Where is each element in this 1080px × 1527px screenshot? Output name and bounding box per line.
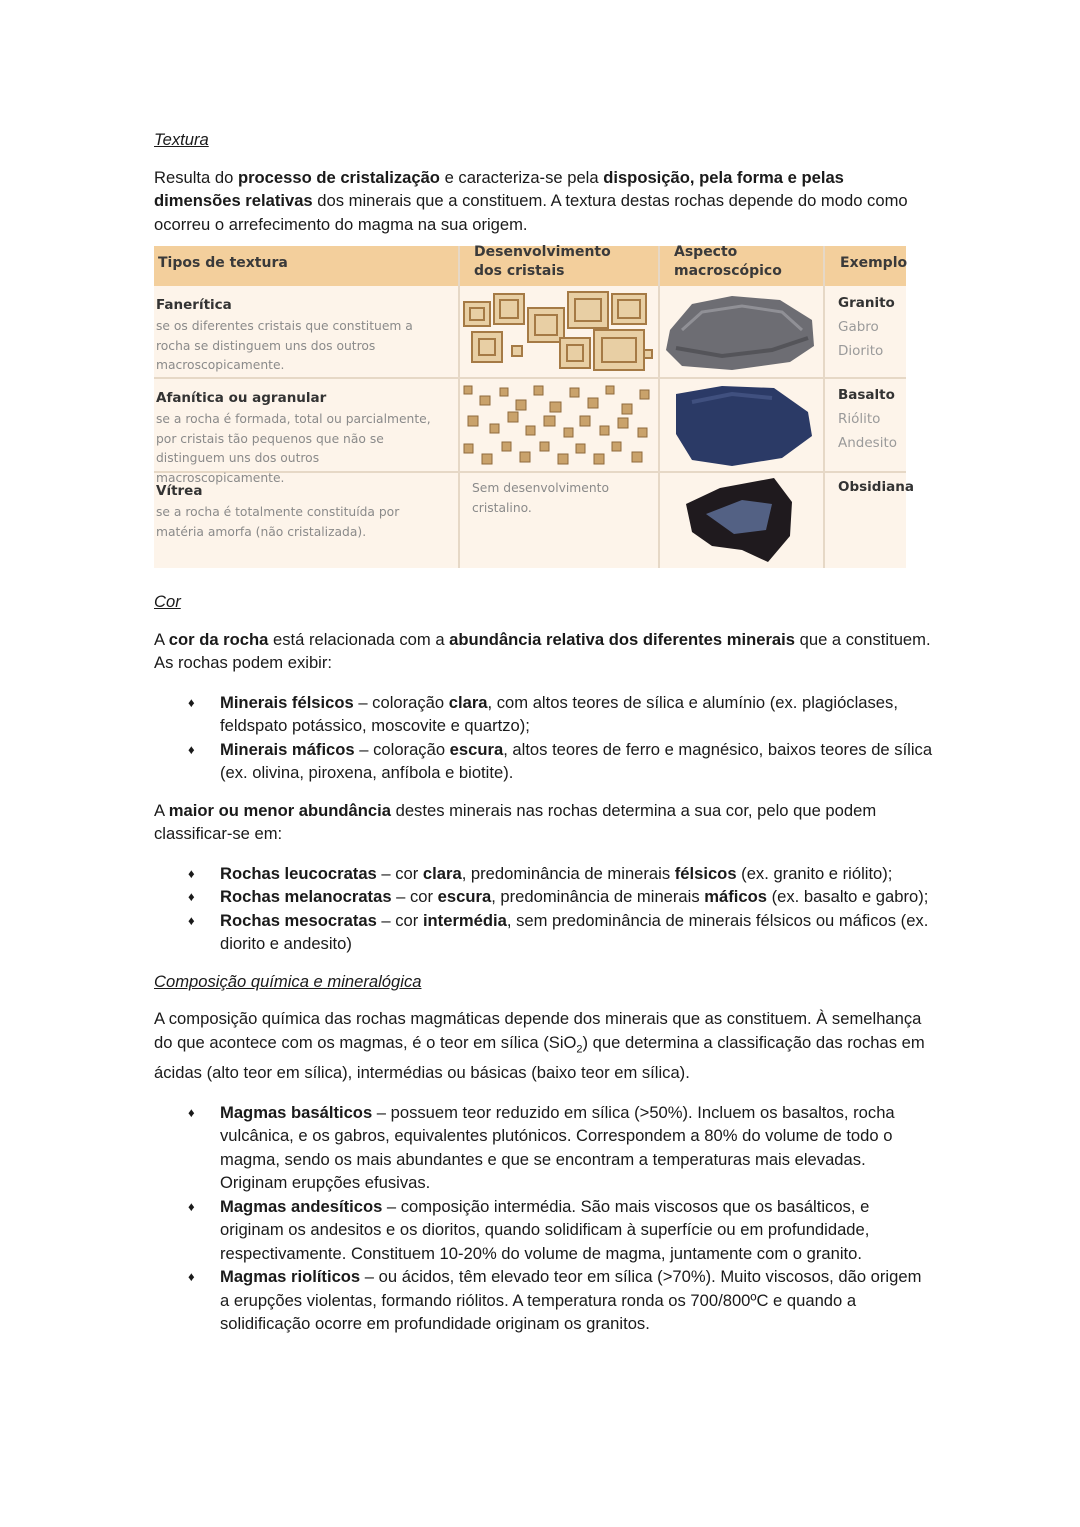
list-item: ♦ Rochas mesocratas – cor intermédia, sem predominância de minerais félsicos ou máficos (ex. diorito e andesito)	[188, 910, 929, 953]
phaneritic-crystals-illustration	[460, 290, 656, 374]
bullet-diamond-icon: ♦	[188, 741, 195, 757]
list-item: ♦ Magmas riolíticos – ou ácidos, têm elevado teor em sílica (>70%). Muito viscosos, dão origem a erupções violentas, formando riólitos. A temperatura ronda os 700/800ºC e quando a solidificação ocorre em profundidade originam os granitos.	[188, 1267, 922, 1334]
section-heading-textura: Textura	[154, 130, 209, 149]
bullet-diamond-icon: ♦	[188, 1198, 195, 1214]
basalt-rock-image	[662, 382, 820, 468]
document-page	[154, 128, 934, 1336]
list-item: ♦ Minerais félsicos – coloração clara, com altos teores de sílica e alumínio (ex. plagióclases, feldspato potássico, moscovite e quartzo);	[188, 692, 898, 735]
magma-list	[154, 1101, 934, 1336]
row-vitrea-examples: Obsidiana	[838, 479, 914, 495]
row-vitrea-type: Vítrea	[156, 483, 203, 499]
minerals-list	[154, 691, 934, 785]
row-afanitica-desc: se a rocha é formada, total ou parcialmente, por cristais tão pequenos que não se distinguem uns dos outros macroscopicamente.	[156, 412, 431, 485]
bullet-diamond-icon: ♦	[188, 1269, 195, 1285]
header-tipos: Tipos de textura	[158, 255, 288, 271]
section-heading-cor: Cor	[154, 592, 181, 611]
row-afanitica-examples: Basalto Riólito Andesito	[838, 387, 898, 451]
header-aspecto: Aspecto macroscópico	[674, 244, 782, 279]
cor-middle: A maior ou menor abundância destes minerais nas rochas determina a sua cor, pelo que podem classificar-se em:	[154, 800, 877, 843]
list-item: ♦ Magmas basálticos – possuem teor reduzido em sílica (>50%). Incluem os basaltos, rocha vulcânica, e os gabros, equivalentes plutónicos. Correspondem a 80% do volume de todo o magma, sendo os mais abundantes e que se encontram a temperaturas mais elevadas. Originam erupções efusivas.	[188, 1102, 895, 1193]
bullet-diamond-icon: ♦	[188, 865, 195, 881]
obsidian-rock-image	[662, 474, 820, 566]
composicao-intro: A composição química das rochas magmáticas depende dos minerais que as constituem. À semelhança do que acontece com os magmas, é o teor em sílica (SiO$_2$) que determina a classificação das rochas em ácidas (alto teor em sílica), intermédias ou básicas (baixo teor em sílica).	[154, 1009, 925, 1083]
bullet-diamond-icon: ♦	[188, 912, 195, 928]
aphanitic-crystals-illustration	[460, 382, 656, 468]
header-exemplo: Exemplo	[840, 255, 908, 271]
list-item: ♦ Rochas leucocratas – cor clara, predominância de minerais félsicos (ex. granito e riólito);	[154, 862, 934, 886]
row-faneritica-desc: se os diferentes cristais que constituem a rocha se distinguem uns dos outros macroscopicamente.	[156, 319, 413, 372]
row-afanitica-type: Afanítica ou agranular	[156, 390, 327, 406]
list-item: ♦ Rochas melanocratas – cor escura, predominância de minerais máficos (ex. basalto e gabro);	[154, 885, 934, 909]
row-vitrea-desc: se a rocha é totalmente constituída por matéria amorfa (não cristalizada).	[156, 505, 400, 539]
granite-rock-image	[662, 290, 820, 374]
bullet-diamond-icon: ♦	[188, 889, 195, 904]
cor-intro: A cor da rocha está relacionada com a abundância relativa dos diferentes minerais que a constituem. As rochas podem exibir:	[154, 629, 931, 672]
bullet-diamond-icon: ♦	[188, 694, 195, 710]
texture-table	[154, 244, 914, 568]
list-item: ♦ Minerais máficos – coloração escura, altos teores de ferro e magnésico, baixos teores de sílica (ex. olivina, piroxena, anfíbola e biotite).	[188, 739, 933, 782]
textura-intro: Resulta do processo de cristalização e caracteriza-se pela disposição, pela forma e pelas dimensões relativas dos minerais que a constituem. A textura destas rochas depende do modo como ocorreu o arrefecimento do magma na sua origem.	[154, 167, 908, 234]
section-heading-composicao: Composição química e mineralógica	[154, 971, 422, 991]
bullet-diamond-icon: ♦	[188, 1104, 195, 1120]
list-item: ♦ Magmas andesíticos – composição intermédia. São mais viscosos que os basálticos, e originam os andesitos e os dioritos, quando solidificam à superfície ou em profundidade, respectivamente. Constituem 10-20% do volume de magma, juntamente com o granito.	[188, 1196, 870, 1263]
row-faneritica-examples: Granito Gabro Diorito	[838, 295, 895, 359]
row-vitrea-crystals: Sem desenvolvimento cristalino.	[472, 481, 609, 515]
header-desenvolvimento: Desenvolvimento dos cristais	[474, 244, 611, 279]
row-faneritica-type: Fanerítica	[156, 297, 232, 313]
rock-color-list	[154, 862, 934, 956]
